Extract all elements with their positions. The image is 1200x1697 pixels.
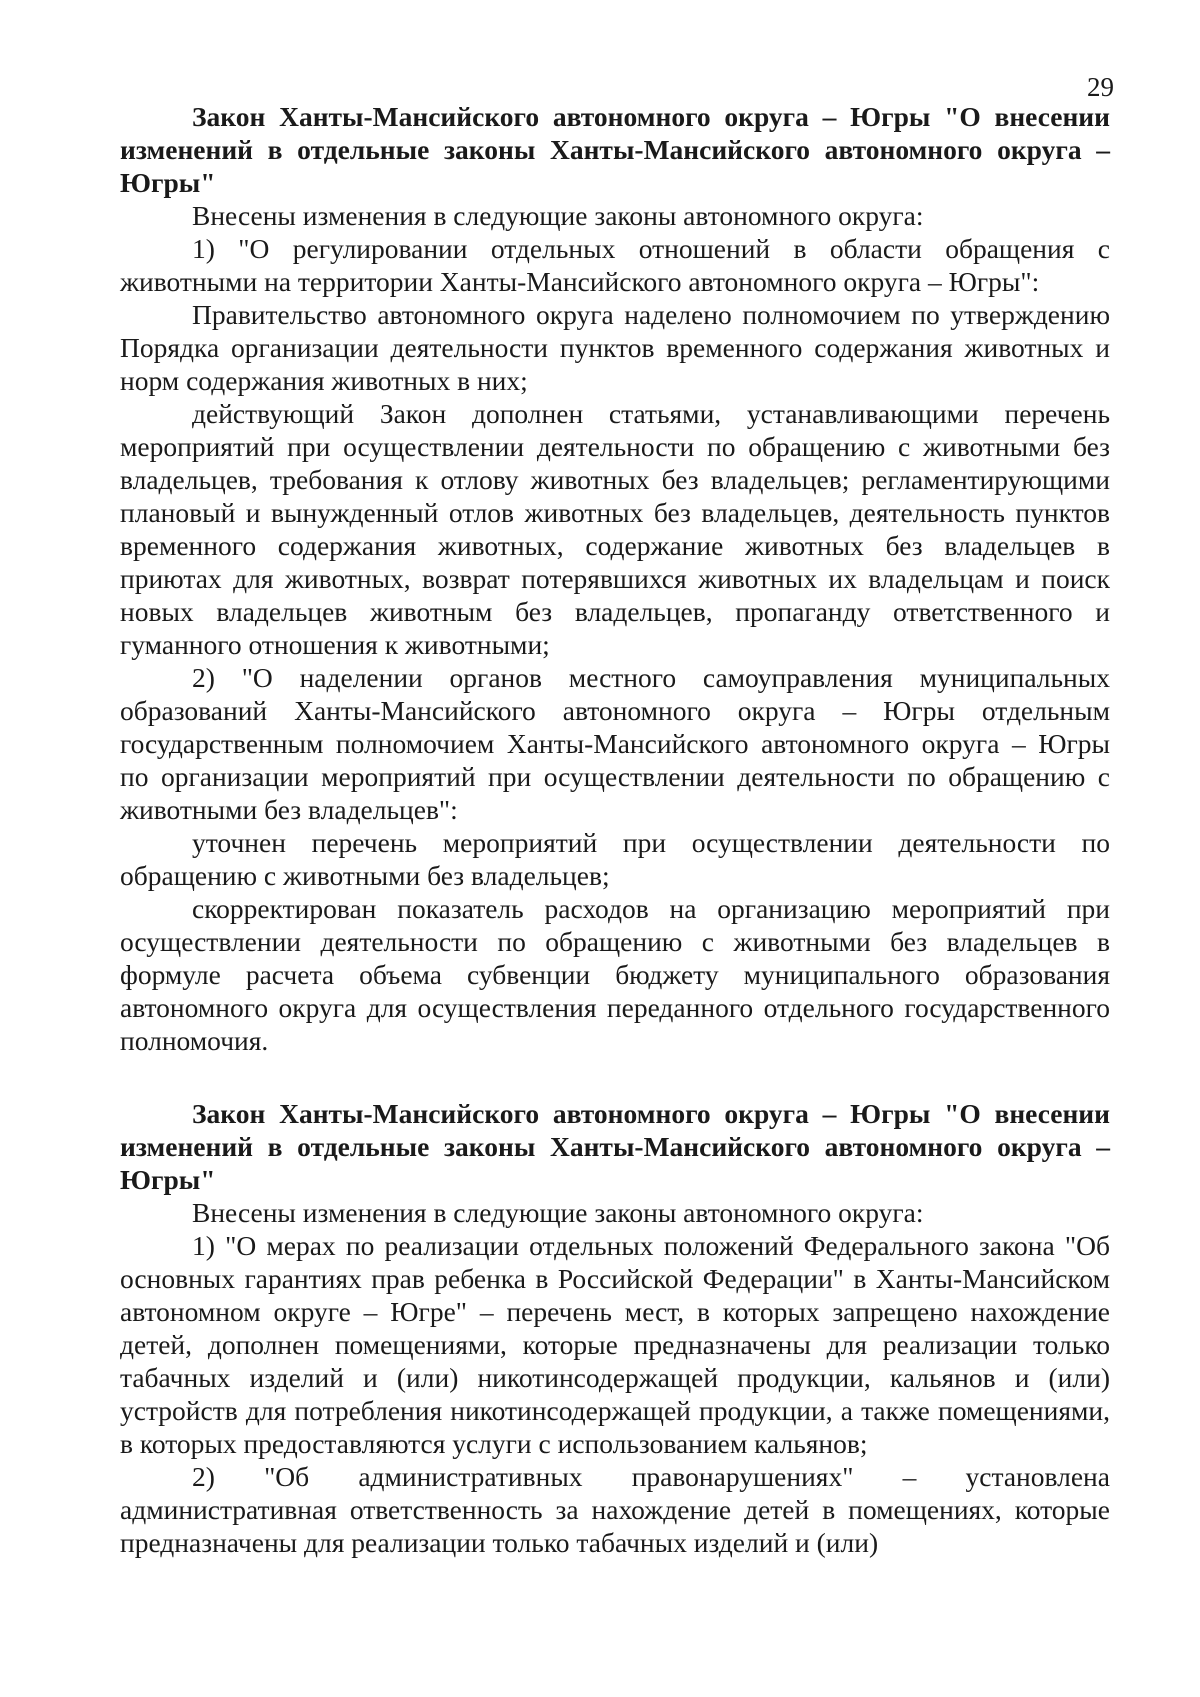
paragraph: 2) "Об административных правонарушениях" – установлена административная ответственность за нахождение детей в помещениях, которые предназначены для реализации только табачных изделий и (или)	[120, 1461, 1110, 1558]
page-number: 29	[1087, 72, 1114, 102]
law-section-1	[120, 100, 1110, 1057]
paragraph: 2) "О наделении органов местного самоуправления муниципальных образований Ханты-Мансийского автономного округа – Югры отдельным государственным полномочием Ханты-Мансийского автономного округа – Югры по организации мероприятий при осуществлении деятельности по обращению с животными без владельцев":	[120, 662, 1110, 825]
document-body	[120, 100, 1110, 1559]
paragraph: 1) "О мерах по реализации отдельных положений Федерального закона "Об основных гарантиях прав ребенка в Российской Федерации" в Ханты-Мансийском автономном округе – Югре" – перечень мест, в которых запрещено нахождение детей, дополнен помещениями, которые предназначены для реализации только табачных изделий и (или) никотинсодержащей продукции, кальянов и (или) устройств для потребления никотинсодержащей продукции, а также помещениями, в которых предоставляются услуги с использованием кальянов;	[120, 1230, 1110, 1459]
paragraph: 1) "О регулировании отдельных отношений в области обращения с животными на территории Ханты-Мансийского автономного округа – Югры":	[120, 233, 1110, 297]
law-section-2	[120, 1097, 1110, 1559]
paragraph: Внесены изменения в следующие законы автономного округа:	[192, 200, 924, 231]
paragraph: скорректирован показатель расходов на организацию мероприятий при осуществлении деятельности по обращению с животными без владельцев в формуле расчета объема субвенции бюджету муниципального образования автономного округа для осуществления переданного отдельного государственного полномочия.	[120, 893, 1110, 1056]
paragraph: Правительство автономного округа наделено полномочием по утверждению Порядка организации деятельности пунктов временного содержания животных и норм содержания животных в них;	[120, 299, 1110, 396]
law-title: Закон Ханты-Мансийского автономного округа – Югры "О внесении изменений в отдельные законы Ханты-Мансийского автономного округа – Югры"	[120, 101, 1110, 198]
paragraph: действующий Закон дополнен статьями, устанавливающими перечень мероприятий при осуществлении деятельности по обращению с животными без владельцев, требования к отлову животных без владельцев; регламентирующими плановый и вынужденный отлов животных без владельцев, деятельность пунктов временного содержания животных, содержание животных без владельцев в приютах для животных, возврат потерявшихся животных их владельцам и поиск новых владельцев животным без владельцев, пропаганду ответственного и гуманного отношения к животными;	[120, 398, 1110, 660]
paragraph: Внесены изменения в следующие законы автономного округа:	[192, 1197, 924, 1228]
law-title: Закон Ханты-Мансийского автономного округа – Югры "О внесении изменений в отдельные законы Ханты-Мансийского автономного округа – Югры"	[120, 1098, 1110, 1195]
paragraph: уточнен перечень мероприятий при осуществлении деятельности по обращению с животными без владельцев;	[120, 827, 1110, 891]
